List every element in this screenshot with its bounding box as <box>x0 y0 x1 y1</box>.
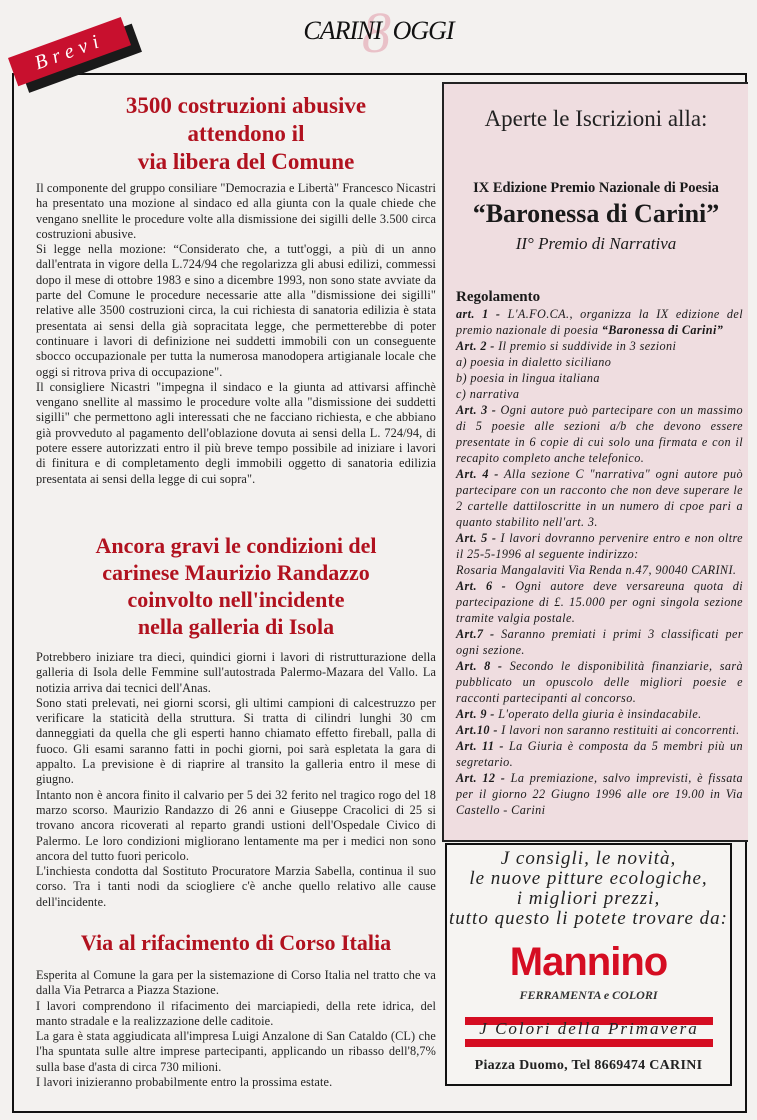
brevi-label: Brevi <box>8 17 131 86</box>
paragraph: Potrebbero iniziare tra dieci, quindici giorni i lavori di ristrutturazione della galleria di Isola delle Femmine sull'autostrada Palermo-Mazara del Vallo. La notizia arriva dai tecnici dell'Anas. <box>36 650 436 695</box>
rule-text: b) poesia in lingua italiana <box>456 371 600 385</box>
headline-line: carinese Maurizio Randazzo <box>102 560 370 585</box>
rule-text: L'A.FO.CA., organizza la IX edizione del premio nazionale di poesia <box>456 307 744 337</box>
headline-line: Ancora gravi le condizioni del <box>95 533 377 558</box>
article-headline <box>56 92 436 176</box>
article-headline <box>36 930 436 956</box>
premio-announcement: Aperte le Iscrizioni alla: <box>484 106 708 131</box>
tagline-banner <box>465 1017 713 1047</box>
rule-item <box>456 338 743 354</box>
rule-item <box>456 626 743 658</box>
rule-article-number: Art. 8 - <box>456 659 503 673</box>
paragraph: Esperita al Comune la gara per la sistemazione di Corso Italia nel tratto che va dalla Via Petrarca a Piazza Stazione. <box>36 968 436 998</box>
article-corso-italia <box>36 930 436 1090</box>
premio-subtitle: II° Premio di Narrativa <box>515 234 677 253</box>
rule-item <box>456 562 743 578</box>
rule-article-number: Art. 3 - <box>456 403 497 417</box>
rule-text: I lavori dovranno pervenire entro e non oltre il 25-5-1996 al seguente indirizzo: <box>456 531 743 561</box>
rule-text: La premiazione, salvo imprevisti, è fissata per il giorno 22 Giugno 1996 alle ore 19.00 in Via Castello - Carini <box>456 771 744 817</box>
rule-article-number: Art. 4 - <box>456 467 499 481</box>
paragraph: Intanto non è ancora finito il calvario per 5 dei 32 ferito nel tragico rogo del 18 marzo scorso. Maurizio Randazzo di 26 anni e Giuseppe Cracolici di 25 si trovano ancora ricoverati al reparto grandi ustioni dell'Ospedale Civico di Palermo. Le loro condizioni migliorano lentamente ma per i medici non sono ancora del tutto fuori pericolo. <box>36 787 436 863</box>
paragraph: Il componente del gruppo consiliare "Democrazia e Libertà" Francesco Nicastri ha presentato una mozione al sindaco ed alla giunta con la quale chiede che vengano snellite le procedure volte alla dismissione dei sigilli delle 3.500 circa costruzioni abusive. <box>36 181 436 241</box>
slogan-line: i migliori prezzi, <box>516 888 661 909</box>
rule-item <box>456 466 743 530</box>
rule-article-number: art. 1 - <box>456 307 501 321</box>
ad-address: Piazza Duomo, Tel 8669474 CARINI <box>474 1058 703 1073</box>
rule-item <box>456 306 743 338</box>
rule-article-number: Art.10 - <box>456 723 498 737</box>
slogan-line: tutto questo li potete trovare da: <box>448 908 729 929</box>
article-body <box>36 650 436 910</box>
page-number: 8 <box>362 0 391 65</box>
regolamento-heading: Regolamento <box>456 289 541 305</box>
paragraph: Il consigliere Nicastri "impegna il sindaco e la giunta ad attivarsi affinchè vengano snellite al massimo le procedure volte alla "dismissione dei suddetti sigilli" che permettono agli interessati che ne facciano richiesta, e che abbiano già provveduto al pagamento dell'oblazione dovuta ai sensi della L. 724/94, di potere essere autorizzati entro il più breve tempo possibile ad iniziare i lavori di finitura e di completamento degli immobili oggetto di sanatoria edilizia presentata ai sensi della legge di cui sopra". <box>36 379 436 486</box>
premio-box <box>442 82 748 842</box>
article-randazzo <box>36 532 436 910</box>
title-part-1: CARINI <box>303 16 382 45</box>
rule-item <box>456 530 743 562</box>
rule-text: Il premio si suddivide in 3 sezioni <box>494 339 677 353</box>
rule-item <box>456 402 743 466</box>
headline-line: 3500 costruzioni abusive <box>125 93 367 118</box>
headline-line: coinvolto nell'incidente <box>127 587 345 612</box>
rule-item <box>456 658 743 706</box>
rule-article-number: Art. 6 - <box>456 579 507 593</box>
rules-list <box>456 306 743 818</box>
paragraph: Si legge nella mozione: “Considerato che, a tutt'oggi, a più di un anno dall'entrata in vigore della L.724/94 che regolarizza gli abusi edilizi, commessi dopo il mese di ottobre 1983 e sino a dicembre 1993, non sono state avviate da parte del Comune le procedure necessarie atte alla "dismissione dei sigilli" relative alle 3500 costruzioni circa, la cui richiesta di sanatoria edilizia è stata presentata ai sensi della già sopracitata legge, che permetterebbe di poter continuare i lavori di definizione nei suddetti immobili con un conseguente sbocco occupazionale per tutta la numerosa manodopera artigianale locale che oggi si ritrova priva di occupazione". <box>36 242 436 379</box>
headline-line: attendono il <box>187 121 305 146</box>
ad-slogan <box>447 849 730 929</box>
rule-text: Ogni autore deve versareuna quota di partecipazione di £. 15.000 per ogni singola sezione tramite valgia postale. <box>456 579 743 625</box>
tagline: J Colori della Primavera <box>479 1019 699 1038</box>
rule-item <box>456 578 743 626</box>
slogan-line: le nuove pitture ecologiche, <box>469 868 708 889</box>
rule-text: Secondo le disponibilità finanziarie, sarà pubblicato un opuscolo delle migliori poesie e racconti partecipanti al concorso. <box>456 659 743 705</box>
red-stripe <box>465 1039 713 1047</box>
article-body <box>36 181 436 487</box>
paragraph: I lavori inizieranno probabilmente entro la prossima estate. <box>36 1075 333 1090</box>
headline-line: Via al rifacimento di Corso Italia <box>80 930 392 955</box>
rule-article-number: Art.7 - <box>456 627 495 641</box>
title-part-2: OGGI <box>392 16 454 45</box>
premio-edition: IX Edizione Premio Nazionale di Poesia <box>473 180 719 196</box>
rule-item <box>456 354 743 370</box>
rule-article-number: Art. 12 - <box>456 771 506 785</box>
paragraph: La gara è stata aggiudicata all'impresa Luigi Anzalone di San Cataldo (CL) che l'ha spuntata sulle altre imprese partecipanti, applicando un ribasso dell'8,7% sulla base d'asta di circa 730 milioni. <box>36 1029 436 1074</box>
paragraph: L'inchiesta condotta dal Sostituto Procuratore Marzia Sabella, continua il suo corso. Tra i tanti nodi da sciogliere c'è anche quello relativo alle cause dell'incidente. <box>36 864 436 909</box>
headline-line: nella galleria di Isola <box>137 614 335 639</box>
rule-text: Ogni autore può partecipare con un massimo di 5 poesie alle sezioni a/b che devono essere presentate in 6 copie di cui solo una firmata e con il recapito completo anche telefonico. <box>456 403 743 465</box>
headline-line: via libera del Comune <box>137 149 355 174</box>
rule-article-number: Art. 5 - <box>456 531 497 545</box>
article-headline <box>36 532 436 640</box>
premio-title: “Baronessa di Carini” <box>472 199 720 228</box>
brand-logo: Mannino <box>509 940 668 984</box>
rule-article-number: Art. 9 - <box>456 707 495 721</box>
article-body <box>36 968 436 1090</box>
rule-text: a) poesia in dialetto siciliano <box>456 355 612 369</box>
paragraph: I lavori comprendono il rifacimento dei marciapiedi, della rete idrica, del manto stradale e la realizzazione delle caditoie. <box>36 998 436 1028</box>
rule-item <box>456 370 743 386</box>
rule-text: L'operato della giuria è insindacabile. <box>494 707 702 721</box>
rule-emphasis: “Baronessa di Carini” <box>601 323 724 337</box>
rule-article-number: Art. 2 - <box>456 339 495 353</box>
rule-text: I lavori non saranno restituiti ai concorrenti. <box>497 723 740 737</box>
mannino-ad <box>445 843 732 1086</box>
slogan-line: J consigli, le novità, <box>500 848 677 869</box>
rule-item <box>456 738 743 770</box>
rule-item <box>456 386 743 402</box>
rule-item <box>456 706 743 722</box>
rule-text: Saranno premiati i primi 3 classificati per ogni sezione. <box>456 627 743 657</box>
rule-text: Rosaria Mangalaviti Via Renda n.47, 90040 CARINI. <box>456 563 737 577</box>
rule-item <box>456 770 743 818</box>
paragraph: Sono stati prelevati, nei giorni scorsi, gli ultimi campioni di calcestruzzo per verificare la staticità della struttura. Si tratta di cilindri lunghi 30 cm danneggiati da quella che gli esperti hanno chiamato effetto fireball, palla di fuoco. Gli esami saranno fatti in pochi giorni, poi sarà espletata la gara di appalto. La previsione è di riaprire al transito la galleria entro il mese di giugno. <box>36 695 436 787</box>
brand-subtitle: FERRAMENTA e COLORI <box>519 988 658 1002</box>
rule-text: c) narrativa <box>456 387 520 401</box>
article-abusive <box>36 92 436 487</box>
rule-item <box>456 722 743 738</box>
rule-text: La Giuria è composta da 5 membri più un segretario. <box>456 739 743 769</box>
rule-article-number: Art. 11 - <box>456 739 504 753</box>
rule-text: Alla sezione C "narrativa" ogni autore può partecipare con un racconto che non deve superare le 2 cartelle dattiloscritte in un numero di cpoe pari a quanto stabilito nell'art. 3. <box>456 467 743 529</box>
news-column <box>36 92 436 1090</box>
